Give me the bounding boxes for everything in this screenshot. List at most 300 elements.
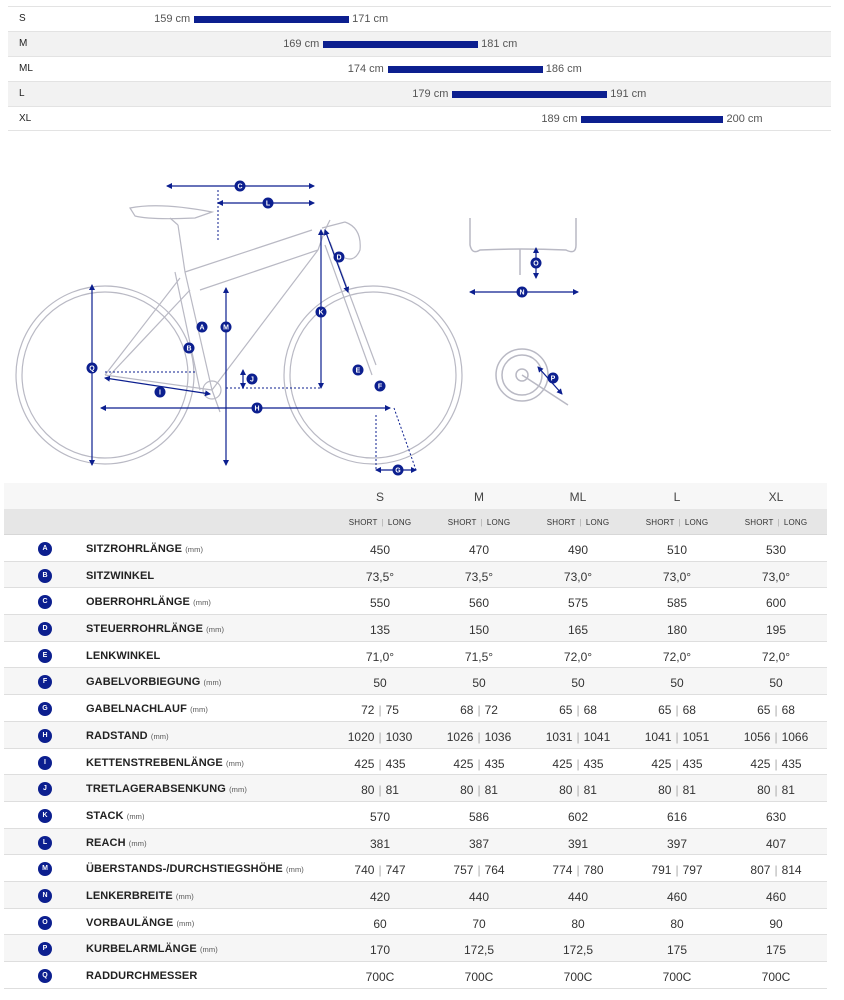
long-value: 1036: [484, 729, 512, 744]
measurement-label: REACH: [86, 836, 126, 849]
long-value: 435: [385, 756, 406, 771]
row-letter-badge: N: [38, 889, 52, 903]
separator: |: [774, 863, 778, 878]
measurement-unit: (mm): [286, 865, 304, 875]
measurement-label: STACK: [86, 809, 124, 822]
short-value: 80: [559, 783, 573, 798]
short-value: 65: [757, 703, 771, 718]
size-label: ML: [19, 63, 33, 74]
measurement-unit: (mm): [185, 545, 204, 554]
size-min-height: 189 cm: [541, 113, 578, 125]
label-g-badge: [393, 465, 404, 476]
separator: |: [576, 756, 580, 771]
row-measurement-name: [86, 970, 197, 982]
size-column-header: ML: [569, 490, 587, 504]
long-value: 797: [682, 863, 703, 878]
short-value: 425: [651, 756, 672, 771]
measurement-unit: (mm): [226, 758, 244, 768]
measurement-label: LENKWINKEL: [86, 649, 161, 662]
short-value: 1020: [347, 729, 375, 744]
table-row: [4, 562, 827, 589]
short-label: SHORT: [546, 518, 576, 527]
table-row: [4, 695, 827, 722]
size-label: M: [19, 38, 28, 49]
separator: |: [378, 783, 382, 798]
table-row: [4, 909, 827, 936]
table-cell: 72,0°: [761, 649, 791, 664]
table-cell: [528, 730, 628, 744]
short-value: 72: [361, 703, 375, 718]
separator: |: [678, 518, 681, 527]
label-p-badge: [548, 373, 559, 384]
row-measurement-name: [86, 596, 211, 608]
measurement-unit: (mm): [199, 945, 218, 955]
measurement-unit: (mm): [128, 838, 147, 848]
table-cell: 195: [765, 623, 787, 638]
table-cell: 180: [666, 623, 688, 638]
row-letter-badge: D: [38, 622, 52, 636]
label-n-badge: [517, 287, 528, 298]
short-label: SHORT: [447, 518, 477, 527]
measurement-unit: (mm): [175, 891, 194, 901]
table-cell: 80: [670, 916, 684, 931]
measurement-unit: (mm): [176, 918, 195, 928]
short-value: 425: [750, 756, 771, 771]
long-value: 1066: [781, 729, 809, 744]
separator: |: [774, 783, 778, 798]
row-measurement-name: [86, 757, 244, 769]
long-label: LONG: [585, 518, 610, 527]
table-cell: 602: [567, 809, 589, 824]
separator: |: [777, 518, 780, 527]
short-value: 425: [453, 756, 474, 771]
separator: |: [774, 729, 778, 744]
geometry-table-body: [4, 535, 827, 989]
short-value: 80: [757, 783, 771, 798]
svg-text:J: J: [250, 376, 254, 384]
short-value: 80: [460, 783, 474, 798]
size-range-bar: [323, 41, 478, 48]
table-cell: 73,5°: [365, 569, 395, 584]
svg-text:L: L: [265, 200, 271, 208]
geometry-diagram: [0, 150, 844, 480]
measurement-label: ÜBERSTANDS-/DURCHSTIEGSHÖHE: [86, 863, 283, 876]
table-row: [4, 935, 827, 962]
table-cell: 150: [468, 623, 490, 638]
table-cell: 460: [765, 889, 787, 904]
measurement-label: SITZWINKEL: [86, 569, 155, 582]
row-measurement-name: [86, 890, 194, 902]
size-column-header: XL: [768, 490, 784, 504]
short-value: 757: [453, 863, 474, 878]
table-cell: 560: [468, 596, 490, 611]
table-cell: 73,0°: [662, 569, 692, 584]
table-cell: 700C: [464, 970, 494, 984]
separator: |: [576, 729, 580, 744]
table-cell: 387: [468, 836, 490, 851]
short-long-label: [429, 518, 529, 527]
separator: |: [774, 756, 778, 771]
row-measurement-name: [86, 730, 169, 742]
table-cell: [330, 783, 430, 797]
table-row: [4, 775, 827, 802]
bike-geometry-illustration: [0, 150, 844, 480]
size-min-height: 179 cm: [412, 88, 449, 100]
measurement-unit: (mm): [206, 625, 225, 635]
size-min-height: 174 cm: [347, 63, 384, 75]
short-value: 774: [552, 863, 573, 878]
separator: |: [675, 756, 679, 771]
row-letter-badge: I: [38, 756, 52, 770]
long-value: 75: [385, 703, 399, 718]
long-value: 814: [781, 863, 802, 878]
table-cell: 50: [373, 676, 387, 691]
row-letter-badge: O: [38, 916, 52, 930]
size-label: XL: [19, 113, 32, 124]
short-value: 1031: [545, 729, 573, 744]
label-l-badge: [263, 198, 274, 209]
svg-text:M: M: [223, 324, 229, 332]
measurement-label: SITZROHRLÄNGE: [86, 543, 183, 555]
separator: |: [477, 729, 481, 744]
measurement-label: VORBAULÄNGE: [86, 916, 174, 929]
table-cell: 460: [666, 889, 688, 904]
handlebar-front-view: [470, 218, 576, 275]
row-letter-badge: F: [38, 675, 52, 689]
measurement-label: KURBELARMLÄNGE: [86, 943, 197, 956]
row-letter-badge: H: [38, 729, 52, 743]
svg-text:K: K: [318, 309, 324, 317]
table-cell: [627, 863, 727, 877]
measurement-unit: (mm): [190, 705, 208, 715]
table-cell: 73,0°: [563, 569, 593, 584]
separator: |: [774, 703, 778, 718]
table-cell: 50: [769, 676, 783, 691]
table-cell: 170: [369, 943, 391, 958]
long-value: 68: [781, 703, 795, 718]
long-value: 780: [583, 863, 604, 878]
table-row: [4, 722, 827, 749]
label-a-badge: [197, 322, 208, 333]
long-value: 81: [781, 783, 795, 798]
table-row: [4, 588, 827, 615]
short-value: 68: [460, 703, 474, 718]
size-range-bar: [388, 66, 543, 73]
table-cell: 397: [666, 836, 688, 851]
table-cell: 570: [369, 809, 391, 824]
table-row: [4, 882, 827, 909]
size-min-height: 159 cm: [154, 13, 191, 25]
table-cell: 71,0°: [365, 649, 395, 664]
table-cell: [627, 730, 727, 744]
short-value: 65: [559, 703, 573, 718]
short-long-label: [726, 518, 826, 527]
short-label: SHORT: [645, 518, 675, 527]
separator: |: [477, 756, 481, 771]
row-letter-badge: G: [38, 702, 52, 716]
long-value: 435: [583, 756, 604, 771]
size-range-bar: [581, 116, 723, 123]
measurement-unit: (mm): [193, 598, 212, 608]
table-cell: 80: [571, 916, 585, 931]
size-range-bar: [194, 16, 349, 23]
row-measurement-name: [86, 783, 247, 795]
row-letter-badge: C: [38, 595, 52, 609]
separator: |: [480, 518, 483, 527]
table-cell: [726, 730, 826, 744]
short-value: 425: [552, 756, 573, 771]
separator: |: [378, 863, 382, 878]
table-cell: 407: [765, 836, 787, 851]
row-measurement-name: [86, 837, 147, 849]
size-range-bar: [452, 91, 607, 98]
table-cell: 50: [571, 676, 585, 691]
row-letter-badge: A: [38, 542, 52, 556]
table-cell: 630: [765, 809, 787, 824]
table-row: [4, 962, 827, 989]
table-cell: 420: [369, 889, 391, 904]
row-letter-badge: K: [38, 809, 52, 823]
short-long-label: [627, 518, 727, 527]
short-value: 1026: [446, 729, 474, 744]
svg-text:P: P: [550, 375, 556, 383]
table-cell: 700C: [761, 970, 791, 984]
table-cell: [429, 783, 529, 797]
table-cell: 60: [373, 916, 387, 931]
size-row: [8, 6, 831, 31]
table-row: [4, 615, 827, 642]
long-value: 764: [484, 863, 505, 878]
label-h-badge: [252, 403, 263, 414]
long-value: 81: [484, 783, 498, 798]
table-cell: [726, 703, 826, 717]
measurement-label: KETTENSTREBENLÄNGE: [86, 756, 223, 769]
separator: |: [576, 783, 580, 798]
size-column-header: L: [673, 490, 681, 504]
table-cell: 440: [468, 889, 490, 904]
row-letter-badge: M: [38, 862, 52, 876]
table-cell: 700C: [662, 970, 692, 984]
table-cell: 616: [666, 809, 688, 824]
separator: |: [579, 518, 582, 527]
short-value: 807: [750, 863, 771, 878]
measurement-label: OBERROHRLÄNGE: [86, 596, 190, 609]
table-cell: 391: [567, 836, 589, 851]
table-cell: 71,5°: [464, 649, 494, 664]
table-cell: [330, 730, 430, 744]
table-cell: [429, 757, 529, 771]
table-cell: 175: [765, 943, 787, 958]
table-cell: 440: [567, 889, 589, 904]
table-cell: 700C: [563, 970, 593, 984]
size-label: S: [19, 13, 26, 24]
short-value: 740: [354, 863, 375, 878]
svg-text:I: I: [159, 389, 161, 397]
long-value: 435: [781, 756, 802, 771]
separator: |: [378, 729, 382, 744]
row-measurement-name: [86, 810, 145, 822]
row-letter-badge: Q: [38, 969, 52, 983]
long-value: 68: [583, 703, 597, 718]
table-cell: [528, 703, 628, 717]
table-cell: [627, 757, 727, 771]
separator: |: [576, 863, 580, 878]
size-max-height: 171 cm: [352, 13, 389, 25]
table-cell: 490: [567, 543, 589, 557]
table-cell: 165: [567, 623, 589, 638]
size-min-height: 169 cm: [283, 38, 320, 50]
table-row: [4, 802, 827, 829]
size-max-height: 186 cm: [545, 63, 582, 75]
row-measurement-name: [86, 623, 224, 635]
diagram-label-badges: [87, 181, 559, 476]
measurement-label: RADSTAND: [86, 729, 148, 742]
label-o-badge: [531, 258, 542, 269]
svg-text:B: B: [186, 345, 192, 353]
table-cell: [627, 703, 727, 717]
row-measurement-name: [86, 543, 203, 555]
measurement-label: TRETLAGERABSENKUNG: [86, 783, 226, 796]
geometry-table: [4, 483, 827, 989]
row-letter-badge: B: [38, 569, 52, 583]
long-label: LONG: [387, 518, 412, 527]
separator: |: [675, 783, 679, 798]
table-cell: 73,0°: [761, 569, 791, 584]
table-cell: 585: [666, 596, 688, 611]
long-value: 68: [682, 703, 696, 718]
long-value: 72: [484, 703, 498, 718]
table-cell: 600: [765, 596, 787, 611]
svg-text:H: H: [254, 405, 260, 413]
row-measurement-name: [86, 570, 154, 582]
table-cell: [330, 703, 430, 717]
row-measurement-name: [86, 676, 221, 688]
table-cell: [528, 863, 628, 877]
separator: |: [675, 729, 679, 744]
svg-text:E: E: [355, 367, 361, 375]
table-cell: 550: [369, 596, 391, 611]
table-cell: [726, 783, 826, 797]
label-i-badge: [155, 387, 166, 398]
table-cell: 70: [472, 916, 486, 931]
separator: |: [576, 703, 580, 718]
short-label: SHORT: [348, 518, 378, 527]
measurement-label: GABELVORBIEGUNG: [86, 676, 201, 689]
short-value: 1041: [644, 729, 672, 744]
measurement-unit: (mm): [229, 785, 247, 795]
short-value: 80: [658, 783, 672, 798]
short-label: SHORT: [744, 518, 774, 527]
short-value: 1056: [743, 729, 771, 744]
row-measurement-name: [86, 650, 160, 662]
label-k-badge: [316, 307, 327, 318]
table-cell: 72,0°: [563, 649, 593, 664]
long-value: 1041: [583, 729, 611, 744]
long-value: 81: [385, 783, 399, 798]
long-value: 1030: [385, 729, 413, 744]
separator: |: [477, 863, 481, 878]
table-cell: 50: [472, 676, 486, 691]
table-row: [4, 829, 827, 856]
long-label: LONG: [486, 518, 511, 527]
measurement-unit: (mm): [126, 811, 145, 821]
row-measurement-name: [86, 703, 208, 715]
table-cell: [429, 703, 529, 717]
row-measurement-name: [86, 917, 194, 929]
measurement-label: STEUERROHRLÄNGE: [86, 623, 204, 636]
table-cell: [429, 730, 529, 744]
table-cell: 172,5: [463, 943, 495, 958]
measurement-unit: (mm): [203, 678, 222, 688]
svg-text:G: G: [395, 467, 401, 475]
size-chart: [8, 6, 831, 131]
separator: |: [477, 703, 481, 718]
short-long-label: [528, 518, 628, 527]
table-cell: [330, 863, 430, 877]
short-value: 791: [651, 863, 672, 878]
table-cell: 700C: [365, 970, 395, 984]
size-max-height: 200 cm: [726, 113, 763, 125]
size-row: [8, 31, 831, 56]
short-value: 80: [361, 783, 375, 798]
separator: |: [381, 518, 384, 527]
table-cell: [726, 757, 826, 771]
table-cell: 172,5: [562, 943, 594, 958]
table-cell: 175: [666, 943, 688, 958]
table-cell: [528, 783, 628, 797]
label-q-badge: [87, 363, 98, 374]
long-label: LONG: [783, 518, 808, 527]
svg-text:F: F: [377, 383, 383, 391]
label-b-badge: [184, 343, 195, 354]
size-row: [8, 56, 831, 81]
long-value: 81: [682, 783, 696, 798]
svg-text:O: O: [533, 260, 539, 268]
table-cell: [627, 783, 727, 797]
svg-text:N: N: [519, 289, 525, 297]
long-value: 747: [385, 863, 406, 878]
table-cell: 135: [369, 623, 391, 638]
table-row: [4, 855, 827, 882]
table-cell: [726, 863, 826, 877]
table-cell: 530: [765, 543, 787, 557]
label-j-badge: [247, 374, 258, 385]
table-cell: 575: [567, 596, 589, 611]
geometry-table-subheader: [4, 509, 827, 535]
table-cell: 586: [468, 809, 490, 824]
long-value: 435: [484, 756, 505, 771]
long-value: 81: [583, 783, 597, 798]
table-row: [4, 668, 827, 695]
table-row: [4, 642, 827, 669]
short-value: 65: [658, 703, 672, 718]
table-cell: [528, 757, 628, 771]
measurement-label: RADDURCHMESSER: [86, 970, 198, 982]
bike-outline: [16, 206, 462, 464]
measurement-unit: (mm): [150, 731, 169, 741]
separator: |: [675, 703, 679, 718]
table-cell: 450: [369, 543, 391, 557]
table-cell: [429, 863, 529, 877]
table-cell: 510: [666, 543, 688, 557]
svg-text:Q: Q: [89, 365, 95, 373]
label-e-badge: [353, 365, 364, 376]
table-row: [4, 535, 827, 562]
short-value: 425: [354, 756, 375, 771]
long-value: 1051: [682, 729, 710, 744]
separator: |: [675, 863, 679, 878]
table-cell: [330, 757, 430, 771]
